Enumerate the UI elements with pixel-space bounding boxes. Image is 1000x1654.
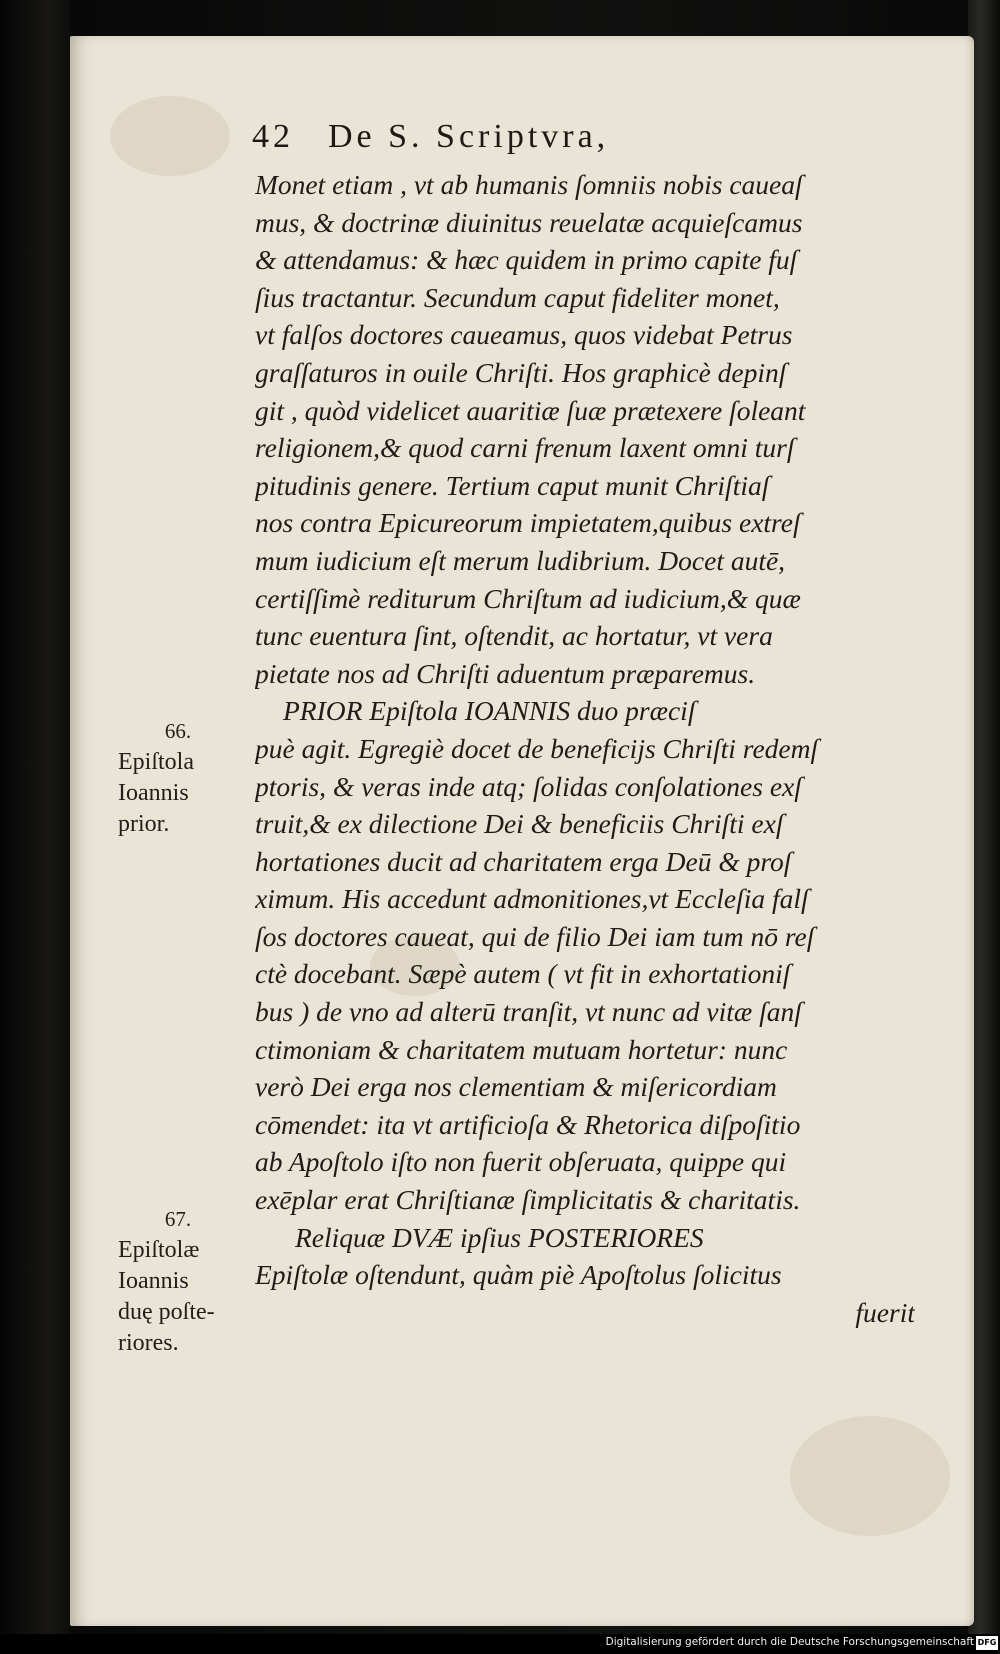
text-line: ab Apoſtolo iſto non fuerit obſeruata, quippe qui — [255, 1146, 787, 1178]
funding-notice: Digitalisierung gefördert durch die Deutsche Forschungsgemeinschaft — [605, 1636, 974, 1648]
text-line: ctè docebant. Sæpè autem ( vt fit in exhortationiſ — [255, 958, 791, 990]
body-text — [255, 166, 915, 1331]
text-line: certiſſimè rediturum Chriſtum ad iudicium,& quæ — [255, 582, 801, 614]
text-line: Monet etiam , vt ab humanis ſomniis nobis caueaſ — [255, 169, 803, 200]
text-line: PRIOR Epiſtola IOANNIS duo præciſ — [283, 695, 696, 727]
text-line: mus, & doctrinæ diuinitus reuelatæ acquieſcamus — [255, 206, 803, 238]
dfg-logo: DFG — [976, 1636, 998, 1650]
margin-note-number: 67. — [164, 1207, 192, 1231]
text-line: nos contra Epicureorum impietatem,quibus extreſ — [255, 507, 801, 539]
text-line: mum iudicium eſt merum ludibrium. Docet autē, — [255, 544, 786, 576]
margin-note-line: Ioannis — [118, 1268, 189, 1294]
catchword: fuerit — [855, 1296, 915, 1328]
margin-note-line: Epiſtolæ — [118, 1237, 200, 1263]
text-line: exēplar erat Chriſtianæ ſimplicitatis & charitatis. — [255, 1184, 801, 1216]
margin-note — [118, 716, 248, 840]
text-line: ſos doctores caueat, qui de filio Dei iam tum nō reſ — [255, 920, 815, 952]
text-line: Reliquæ DVÆ ipſius POSTERIORES — [295, 1221, 704, 1253]
text-line: git , quòd videlicet auaritiæ ſuæ prætexere ſoleant — [255, 394, 806, 426]
text-line: pietate nos ad Chriſti aduentum præparemus. — [255, 657, 756, 689]
margin-note-line: riores. — [118, 1330, 179, 1356]
text-line: verò Dei erga nos clementiam & miſericordiam — [255, 1071, 777, 1103]
text-line: bus ) de vno ad alterū tranſit, vt nunc ad vitæ ſanſ — [255, 996, 802, 1028]
page-stain — [790, 1416, 950, 1536]
margin-note-line: duę poſte- — [118, 1299, 215, 1325]
text-line: hortationes ducit ad charitatem erga Deū & proſ — [255, 845, 792, 877]
text-line: puè agit. Egregiè docet de beneficijs Chriſti redemſ — [255, 732, 819, 764]
text-line: religionem,& quod carni frenum laxent omni turſ — [255, 432, 795, 464]
margin-note-line: prior. — [118, 811, 170, 837]
text-line: pitudinis genere. Tertium caput munit Chriſtiaſ — [255, 469, 770, 501]
margin-note-number: 66. — [164, 719, 192, 743]
text-line: ptoris, & veras inde atq; ſolidas conſolationes exſ — [255, 770, 802, 802]
page-stain — [110, 96, 230, 176]
running-header — [252, 118, 812, 156]
text-line: graſſaturos in ouile Chriſti. Hos graphicè depinſ — [255, 356, 787, 388]
text-line: tunc euentura ſint, oſtendit, ac hortatur, vt vera — [255, 620, 773, 652]
text-line: ximum. His accedunt admonitiones,vt Eccleſia falſ — [255, 883, 809, 915]
margin-note-line: Ioannis — [118, 780, 189, 806]
margin-note — [118, 1204, 248, 1359]
text-line: truit,& ex dilectione Dei & beneficiis Chriſti exſ — [255, 808, 784, 840]
running-head-title: De S. Scriptvra, — [328, 118, 610, 155]
text-line: vt falſos doctores caueamus, quos videbat Petrus — [255, 319, 793, 351]
text-line: cōmendet: ita vt artificioſa & Rhetorica diſpoſitio — [255, 1108, 801, 1140]
margin-note-line: Epiſtola — [118, 749, 194, 775]
text-line: Epiſtolæ oſtendunt, quàm piè Apoſtolus ſolicitus — [255, 1259, 782, 1291]
text-line: ſius tractantur. Secundum caput fideliter monet, — [255, 281, 780, 313]
book-spine — [0, 0, 70, 1654]
page-number: 42 — [252, 118, 294, 155]
text-line: & attendamus: & hæc quidem in primo capite fuſ — [255, 244, 798, 276]
text-line: ctimoniam & charitatem mutuam hortetur: nunc — [255, 1033, 788, 1065]
